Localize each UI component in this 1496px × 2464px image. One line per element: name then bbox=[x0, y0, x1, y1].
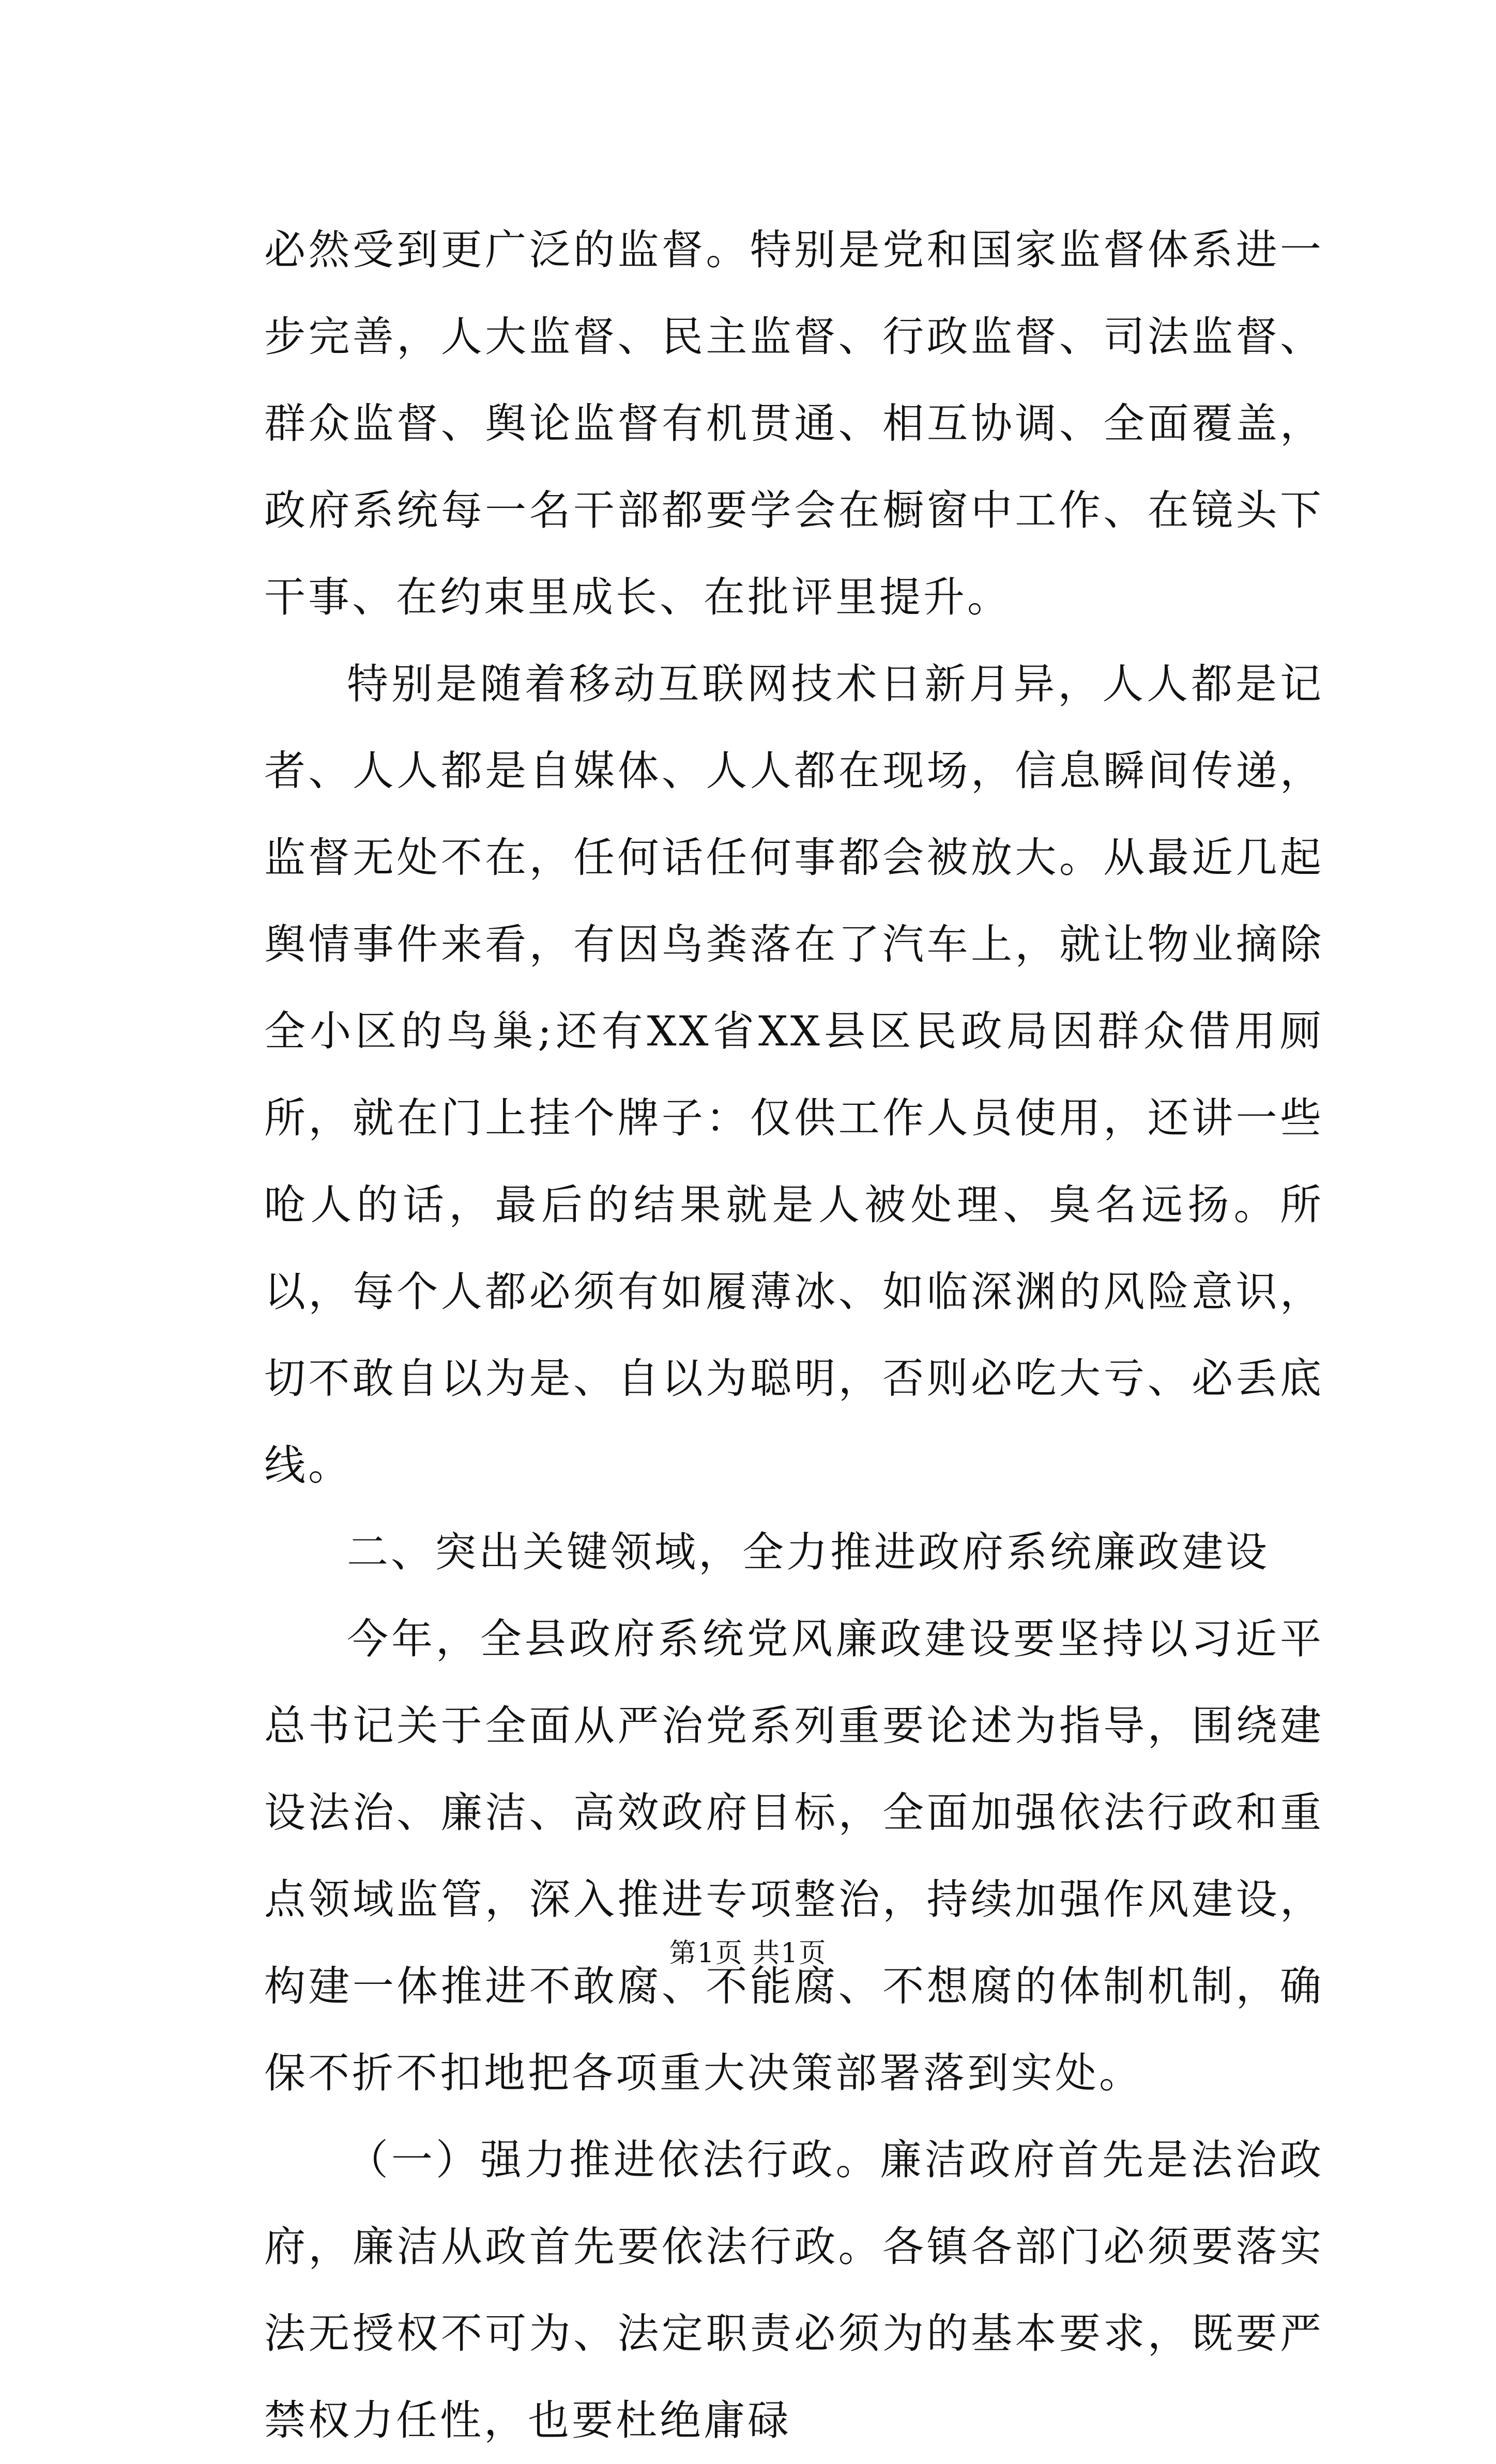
section-heading: 二、突出关键领域，全力推进政府系统廉政建设 bbox=[347, 1528, 1270, 1576]
paragraph-continuation: 必然受到更广泛的监督。特别是党和国家监督体系进一步完善，人大监督、民主监督、行政监督、司法监督、群众监督、舆论监督有机贯通、相互协调、全面覆盖，政府系统每一名干部都要学会在橱窗中工作、在镜头下干事、在约束里成长、在批评里提升。 bbox=[264, 226, 1324, 621]
document-body bbox=[264, 207, 1324, 2464]
paragraph-rule-of-law: （一）强力推进依法行政。廉洁政府首先是法治政府，廉洁从政首先要依法行政。各镇各部门必须要落实法无授权不可为、法定职责必须为的基本要求，既要严禁权力任性，也要杜绝庸碌 bbox=[264, 2136, 1324, 2444]
paragraph-media-supervision: 特别是随着移动互联网技术日新月异，人人都是记者、人人都是自媒体、人人都在现场，信息瞬间传递，监督无处不在，任何话任何事都会被放大。从最近几起舆情事件来看，有因鸟粪落在了汽车上，就让物业摘除全小区的鸟巢;还有XX省XX县区民政局因群众借用厕所，就在门上挂个牌子：仅供工作人员使用，还讲一些呛人的话，最后的结果就是人被处理、臭名远扬。所以，每个人都必须有如履薄冰、如临深渊的风险意识，切不敢自以为是、自以为聪明，否则必吃大亏、必丢底线。 bbox=[264, 660, 1324, 1489]
paragraph-integrity-construction: 今年，全县政府系统党风廉政建设要坚持以习近平总书记关于全面从严治党系列重要论述为指导，围绕建设法治、廉洁、高效政府目标，全面加强依法行政和重点领域监管，深入推进专项整治，持续加强作风建设，构建一体推进不敢腐、不能腐、不想腐的体制机制，确保不折不扣地把各项重大决策部署落到实处。 bbox=[264, 1615, 1324, 2097]
page-footer: 第1页 共1页 bbox=[669, 1938, 827, 1969]
